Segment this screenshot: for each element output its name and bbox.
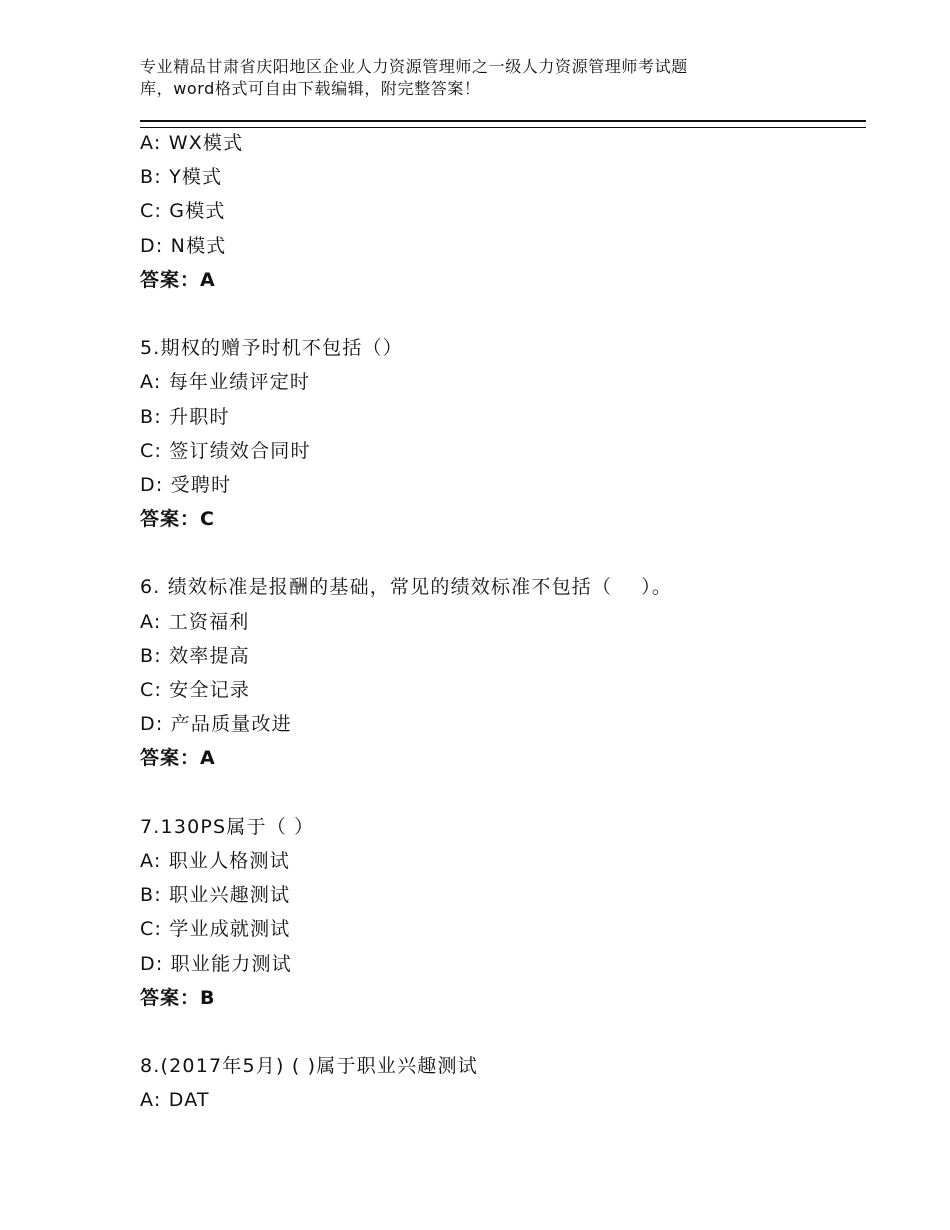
option-c: C: 签订绩效合同时 [140, 439, 311, 462]
header-title-line-2: 库，word格式可自由下载编辑，附完整答案！ [140, 79, 481, 98]
option-a: A: 工资福利 [140, 610, 250, 633]
option-d: D: 职业能力测试 [140, 952, 292, 975]
question-text: 5.期权的赠予时机不包括（） [140, 337, 403, 360]
option-d: D: 受聘时 [140, 473, 232, 496]
option-b: B: Y模式 [140, 166, 223, 189]
question-block [140, 1049, 860, 1117]
question-block [140, 331, 860, 536]
answer-line: 答案：A [140, 268, 216, 291]
block-spacer [140, 776, 860, 810]
option-b: B: 效率提高 [140, 644, 250, 667]
option-d: D: N模式 [140, 234, 227, 257]
question-text: 8.(2017年5月) ( )属于职业兴趣测试 [140, 1055, 478, 1078]
question-text: 7.130PS属于（ ） [140, 815, 315, 838]
option-a: A: WX模式 [140, 132, 244, 154]
answer-line: 答案：C [140, 508, 215, 531]
question-block [140, 810, 860, 1015]
question-list [140, 126, 860, 1117]
question-block [140, 570, 860, 775]
option-b: B: 职业兴趣测试 [140, 884, 291, 907]
block-spacer [140, 1015, 860, 1049]
option-c: C: 安全记录 [140, 679, 251, 701]
option-a: A: DAT [140, 1089, 210, 1112]
option-b: B: 升职时 [140, 405, 230, 428]
option-a: A: 职业人格测试 [140, 849, 290, 872]
option-d: D: 产品质量改进 [140, 713, 292, 736]
option-c: C: G模式 [140, 200, 226, 223]
option-a: A: 每年业绩评定时 [140, 371, 311, 394]
block-spacer [140, 536, 860, 570]
question-text: 6. 绩效标准是报酬的基础，常见的绩效标准不包括（ ）。 [140, 576, 673, 599]
question-block [140, 126, 860, 297]
option-c: C: 学业成就测试 [140, 918, 291, 941]
answer-line: 答案：B [140, 986, 216, 1009]
block-spacer [140, 297, 860, 331]
answer-line: 答案：A [140, 747, 216, 770]
document-header [140, 56, 780, 100]
header-title-line-1: 专业精品甘肃省庆阳地区企业人力资源管理师之一级人力资源管理师考试题 [140, 57, 688, 76]
